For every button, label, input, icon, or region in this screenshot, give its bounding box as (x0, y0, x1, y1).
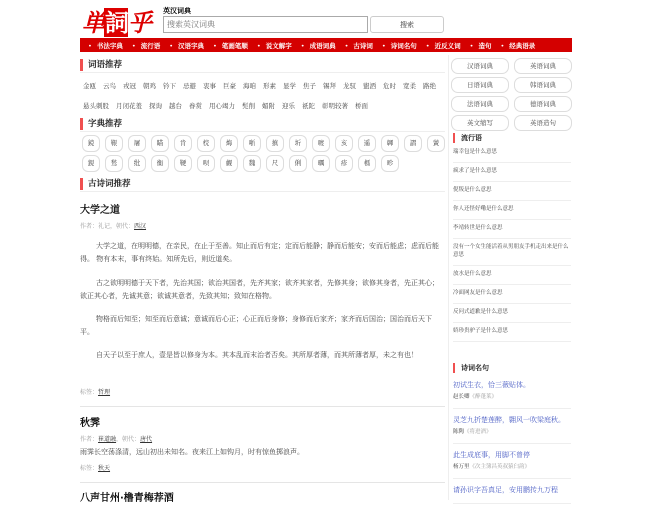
word-link[interactable]: 忌避 (183, 82, 196, 90)
word-link[interactable]: 迎乐 (282, 102, 295, 110)
char-link[interactable]: 鞕 (174, 155, 192, 172)
word-link[interactable]: 悬头刺股 (83, 102, 109, 110)
char-link[interactable]: 喥 (312, 135, 330, 152)
nav-link[interactable]: • 说文解字 (257, 41, 292, 50)
poem-paragraph: 自天子以至于庶人，壹是皆以修身为本。其本乱而末治者否矣。其所厚者薄，而其所薄者厚，未之有也！ (96, 351, 418, 359)
quote-source[interactable]: 《将进酒》 (464, 429, 492, 435)
poem-text: 雨霁长空荡涤清，远山初出未知名。夜来江上如钩月，时有惊鱼掷浪声。 (80, 448, 304, 456)
word-link[interactable]: 危时 (383, 82, 396, 90)
word-link[interactable]: 用心竭力 (209, 102, 235, 110)
word-link[interactable]: 宽柔 (403, 82, 416, 90)
char-link[interactable]: 屠 (128, 135, 146, 152)
section-title-chars: 字典推荐 (80, 118, 445, 132)
poem-title[interactable]: 大学之道 (80, 205, 120, 216)
char-link[interactable]: 鞎 (105, 135, 123, 152)
dictionary-button[interactable]: 韩语词典 (514, 77, 572, 93)
author-name: 陈陶 (453, 429, 465, 435)
char-link[interactable]: 鋧 (82, 155, 100, 172)
quote-item (453, 378, 571, 409)
poem-paragraph: 物格而后知至；知至而后意诚；意诚而后心正；心正而后身修；身修而后家齐；家齐而后国治；国治而后天下平。 (80, 315, 432, 336)
poem-meta (80, 434, 152, 443)
word-link[interactable]: 巨豪 (223, 82, 236, 90)
char-link[interactable]: 疹 (335, 155, 353, 172)
divider (80, 406, 445, 407)
word-link[interactable]: 越台 (169, 102, 182, 110)
tag-label: 标签： (80, 465, 99, 472)
nav-link[interactable]: • 笔画笔顺 (213, 41, 248, 50)
char-link[interactable]: 烸 (220, 135, 238, 152)
word-link[interactable]: 髡削 (242, 102, 255, 110)
poem-title[interactable]: 秋霁 (80, 418, 100, 429)
tag-link[interactable]: 哲理 (98, 389, 111, 396)
word-link[interactable]: 戎冠 (123, 82, 136, 90)
dictionary-button[interactable]: 英语词典 (514, 58, 572, 74)
char-link[interactable]: 魏 (243, 155, 261, 172)
quote-item (453, 448, 571, 479)
word-link[interactable]: 月闭花羞 (116, 102, 142, 110)
char-link[interactable]: 哳 (243, 135, 261, 152)
nav-link[interactable]: • 书法字典 (88, 41, 123, 50)
author-label: 作者：礼记，朝代： (80, 223, 135, 230)
search-label: 英汉词典 (163, 7, 191, 15)
nav-link[interactable]: • 汉语字典 (169, 41, 204, 50)
word-link[interactable]: 衷事 (203, 82, 216, 90)
site-logo[interactable]: 単詞乎 (82, 8, 150, 37)
author-name: 赵长卿 (453, 394, 470, 400)
word-link[interactable]: 彰明较著 (322, 102, 348, 110)
quote-item (453, 483, 571, 504)
word-link[interactable]: 锡拜 (323, 82, 336, 90)
word-link[interactable]: 形素 (263, 82, 276, 90)
sidebar (448, 55, 572, 500)
char-link[interactable]: 鹙 (105, 155, 123, 172)
poem-meta (80, 221, 146, 230)
dictionary-links (451, 58, 572, 131)
dictionary-button[interactable]: 日语词典 (451, 77, 509, 93)
poem-title[interactable]: 八声甘州·橹青梅荐酒 (80, 493, 174, 504)
nav-link[interactable]: • 近反义词 (426, 41, 461, 50)
char-link[interactable]: 瞄 (151, 135, 169, 152)
tag-label: 标签： (80, 389, 99, 396)
char-link[interactable]: 曞 (312, 155, 330, 172)
nav-link[interactable]: • 流行语 (132, 41, 160, 50)
trending-title: 流行语 (453, 133, 482, 143)
char-link[interactable]: 謵 (404, 135, 422, 152)
quote-author (453, 427, 571, 435)
nav-link[interactable]: • 诗词名句 (382, 41, 417, 50)
poem-paragraph: 大学之道，在明明德，在亲民，在止于至善。知止而后有定；定而后能静；静而后能安；安而后能虑；虑而后能得。 物有本末，事有终始。知所先后，则近道矣。 (80, 242, 439, 263)
quote-source[interactable]: 《次主簿昌英叔猿臼韵》 (469, 464, 531, 470)
trending-list (453, 144, 571, 342)
nav-link[interactable]: • 古诗词 (345, 41, 373, 50)
char-link[interactable]: 呗 (197, 155, 215, 172)
dynasty-label: ，朝代： (116, 436, 141, 443)
quote-item (453, 413, 571, 444)
word-link[interactable]: 桥面 (355, 102, 368, 110)
quote-text[interactable]: 此生成底事，用脚不曾停 (453, 451, 530, 459)
quotes-title: 诗词名句 (453, 363, 489, 373)
word-link[interactable]: 祇陀 (302, 102, 315, 110)
nav-link[interactable]: • 造句 (470, 41, 492, 50)
quote-text[interactable]: 灵芝九折楚莲醉，翾风一吹梁庭秋。 (453, 416, 565, 424)
author-link[interactable]: 崔道融 (98, 436, 117, 443)
trending-item[interactable]: 娇珍贵驴子是什么意思 (453, 323, 571, 342)
quote-author (453, 462, 571, 470)
search-input[interactable] (163, 16, 368, 33)
tag-link[interactable]: 秋天 (98, 465, 111, 472)
trending-item[interactable]: 你人还怪好嘞是什么意思 (453, 201, 571, 220)
word-link[interactable]: 焦子 (303, 82, 316, 90)
dynasty-link[interactable]: 唐代 (140, 436, 153, 443)
trending-item[interactable]: 李靖转世是什么意思 (453, 220, 571, 239)
char-link[interactable]: 圻 (289, 135, 307, 152)
dictionary-button[interactable]: 德语词典 (514, 96, 572, 112)
trending-item[interactable]: 放水是什么意思 (453, 266, 571, 285)
quotes-list (453, 378, 571, 508)
trending-item[interactable]: 没有一个女生能活着从男朋友手机走出来是什么意思 (453, 239, 571, 266)
word-link[interactable]: 媚附 (262, 102, 275, 110)
char-grid (82, 135, 447, 172)
char-link[interactable]: 衡 (151, 155, 169, 172)
word-list (83, 81, 443, 110)
word-link[interactable]: 路绝 (423, 82, 436, 90)
poem-tags (80, 387, 110, 396)
char-link[interactable]: 搷 (266, 135, 284, 152)
section-title-words: 词语推荐 (80, 59, 445, 73)
char-link[interactable]: 遥 (358, 135, 376, 152)
trending-item[interactable]: 倪叛是什么意思 (453, 182, 571, 201)
quote-text[interactable]: 初试生衣，恰三薇贴体。 (453, 381, 530, 389)
section-title-poems: 古诗词推荐 (80, 178, 445, 192)
trending-item[interactable]: 反问式道歉是什么意思 (453, 304, 571, 323)
dictionary-button[interactable]: 英文缩写 (451, 115, 509, 131)
word-link[interactable]: 海咱 (243, 82, 256, 90)
char-link[interactable]: 觑 (220, 155, 238, 172)
word-link[interactable]: 云鸟 (103, 82, 116, 90)
word-link[interactable]: 眷赏 (189, 102, 202, 110)
main-nav (80, 38, 572, 52)
char-link[interactable]: 俐 (289, 155, 307, 172)
nav-link[interactable]: • 成语词典 (301, 41, 336, 50)
poem-paragraph: 古之欲明明德于天下者，先治其国；欲治其国者，先齐其家；欲齐其家者，先修其身；欲修其身者，先正其心；欲正其心者，先诚其意；欲诚其意者，先致其知；致知在格物。 (80, 279, 439, 300)
char-link[interactable]: 亥 (335, 135, 353, 152)
char-link[interactable]: 梡 (197, 135, 215, 152)
quote-source[interactable]: 《醉蓬莱》 (469, 394, 498, 400)
dictionary-button[interactable]: 汉语词典 (451, 58, 509, 74)
char-link[interactable]: 韗 (381, 135, 399, 152)
char-link[interactable]: 尺 (266, 155, 284, 172)
trending-item[interactable]: 疯求了是什么意思 (453, 163, 571, 182)
word-link[interactable]: 金瓯 (83, 82, 96, 90)
word-link[interactable]: 钤下 (163, 82, 176, 90)
nav-link[interactable]: • 经典语录 (500, 41, 535, 50)
word-link[interactable]: 龙驭 (343, 82, 356, 90)
trending-item[interactable]: 冷面网友是什么意思 (453, 285, 571, 304)
quote-author (453, 392, 571, 400)
search-button[interactable]: 搜索 (370, 16, 444, 33)
word-link[interactable]: 显学 (283, 82, 296, 90)
char-link[interactable]: 纰 (128, 155, 146, 172)
divider (80, 482, 445, 483)
poem-tags (80, 463, 110, 472)
author-label: 作者： (80, 436, 99, 443)
dynasty-link[interactable]: 西汉 (134, 223, 147, 230)
dictionary-button[interactable]: 英语造句 (514, 115, 572, 131)
dictionary-button[interactable]: 法语词典 (451, 96, 509, 112)
author-name: 杨万里 (453, 464, 470, 470)
word-link[interactable]: 盥洒 (363, 82, 376, 90)
char-link[interactable]: 榪 (358, 155, 376, 172)
quote-text[interactable]: 请孙识字吾真足，安用鹏抟九万程 (453, 486, 558, 494)
char-link[interactable]: 黉 (427, 135, 445, 152)
word-link[interactable]: 朝鸡 (143, 82, 156, 90)
char-link[interactable]: 畛 (381, 155, 399, 172)
word-link[interactable]: 探询 (149, 102, 162, 110)
char-link[interactable]: 肯 (174, 135, 192, 152)
char-link[interactable]: 鋴 (82, 135, 100, 152)
trending-item[interactable]: 瑞幸包是什么意思 (453, 144, 571, 163)
